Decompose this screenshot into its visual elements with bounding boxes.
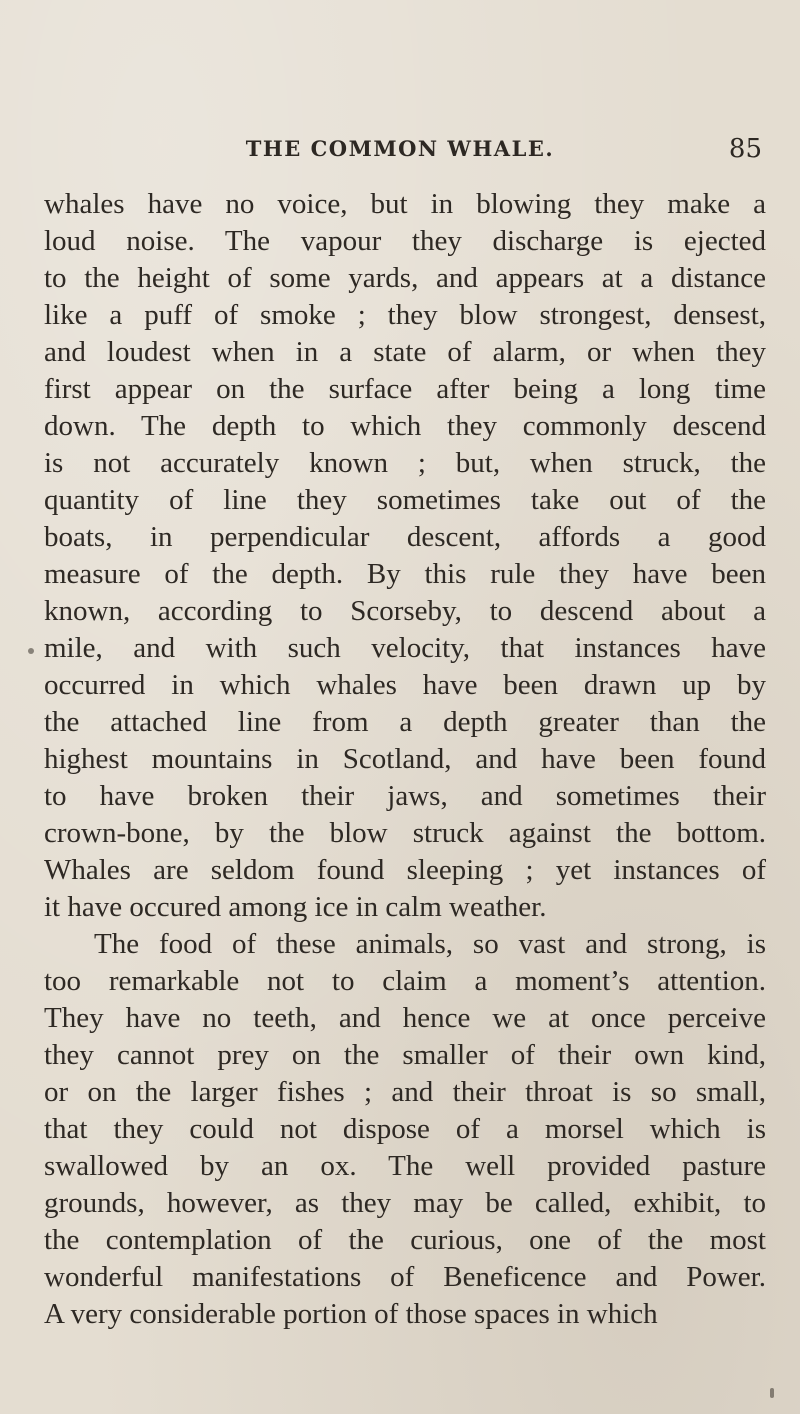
paragraph-end-line: it have occured among ice in calm weather. — [44, 891, 547, 923]
text-line: to have broken their jaws, and sometimes their — [44, 780, 766, 812]
text-line: highest mountains in Scotland, and have been found — [44, 743, 766, 775]
text-line: swallowed by an ox. The well provided pasture — [44, 1150, 766, 1182]
text-line: Whales are seldom found sleeping ; yet instances of — [44, 854, 766, 886]
paragraph-start-line: The food of these animals, so vast and strong, is — [94, 928, 766, 960]
text-line: and loudest when in a state of alarm, or when they — [44, 336, 766, 368]
text-line: whales have no voice, but in blowing they make a — [44, 188, 766, 220]
text-line: grounds, however, as they may be called, exhibit, to — [44, 1187, 766, 1219]
page-header — [0, 132, 800, 172]
text-line: that they could not dispose of a morsel which is — [44, 1113, 766, 1145]
text-line: wonderful manifestations of Beneficence and Power. — [44, 1261, 766, 1293]
text-line: too remarkable not to claim a moment’s attention. — [44, 965, 766, 997]
text-line: is not accurately known ; but, when struck, the — [44, 447, 766, 479]
running-title: THE COMMON WHALE. — [245, 136, 555, 161]
text-line: loud noise. The vapour they discharge is ejected — [44, 225, 766, 257]
text-line: the contemplation of the curious, one of the most — [44, 1224, 766, 1256]
text-line: or on the larger fishes ; and their throat is so small, — [44, 1076, 766, 1108]
text-line: They have no teeth, and hence we at once perceive — [44, 1002, 766, 1034]
text-line: A very considerable portion of those spaces in which — [44, 1298, 658, 1330]
text-line: crown-bone, by the blow struck against the bottom. — [44, 817, 766, 849]
page-number: 85 — [728, 134, 762, 164]
text-line: mile, and with such velocity, that instances have — [44, 632, 766, 664]
text-line: occurred in which whales have been drawn up by — [44, 669, 766, 701]
paper-speck — [28, 648, 34, 654]
paper-speck — [770, 1388, 774, 1398]
body-text — [44, 186, 766, 1333]
text-line: known, according to Scorseby, to descend about a — [44, 595, 766, 627]
text-line: down. The depth to which they commonly descend — [44, 410, 766, 442]
text-line: measure of the depth. By this rule they have been — [44, 558, 766, 590]
text-line: the attached line from a depth greater than the — [44, 706, 766, 738]
text-line: quantity of line they sometimes take out of the — [44, 484, 766, 516]
text-line: they cannot prey on the smaller of their own kind, — [44, 1039, 766, 1071]
text-line: like a puff of smoke ; they blow strongest, densest, — [44, 299, 766, 331]
text-line: first appear on the surface after being a long time — [44, 373, 766, 405]
text-line: to the height of some yards, and appears at a distance — [44, 262, 766, 294]
text-line: boats, in perpendicular descent, affords a good — [44, 521, 766, 553]
